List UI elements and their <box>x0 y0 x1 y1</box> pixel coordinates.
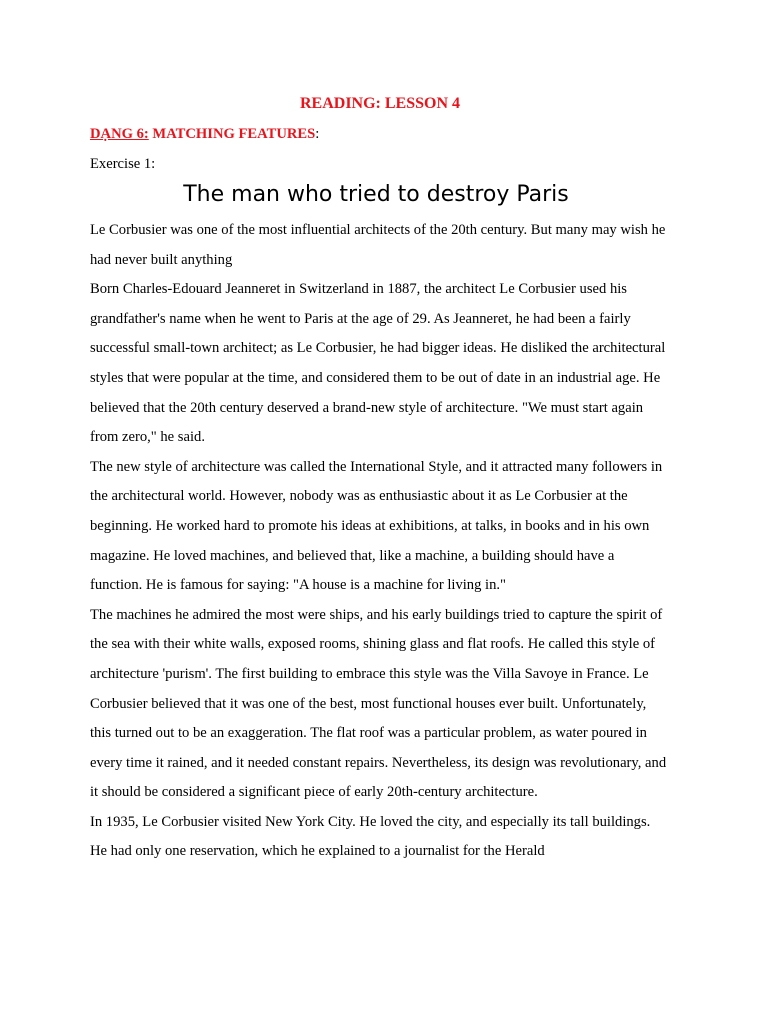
article-title: The man who tried to destroy Paris <box>183 182 569 207</box>
exercise-label: Exercise 1: <box>90 156 156 172</box>
section-type-label: DẠNG 6: <box>90 126 149 142</box>
section-name: MATCHING FEATURES <box>148 126 316 142</box>
section-heading <box>90 122 670 146</box>
article-paragraph-intro: Le Corbusier was one of the most influential architects of the 20th century. But many may wish he had never built anything <box>90 222 666 268</box>
lesson-title: READING: LESSON 4 <box>299 95 461 112</box>
article-paragraph-international-style: The new style of architecture was called the International Style, and it attracted many followers in the architectural world. However, nobody was as enthusiastic about it as Le Corbusier at the beginning. He worked hard to promote his ideas at exhibitions, at talks, in books and in his own magazine. He loved machines, and believed that, like a machine, a building should have a function. He is famous for saying: "A house is a machine for living in." <box>90 458 663 594</box>
article-paragraph-new-york: In 1935, Le Corbusier visited New York City. He loved the city, and especially its tall buildings. He had only one reservation, which he explained to a journalist for the Herald <box>90 813 651 860</box>
section-colon: : <box>315 126 320 142</box>
article-paragraph-early-life: Born Charles-Edouard Jeanneret in Switzerland in 1887, the architect Le Corbusier used his grandfather's name when he went to Paris at the age of 29. As Jeanneret, he had been a fairly successful small-town architect; as Le Corbusier, he had bigger ideas. He disliked the architectural styles that were popular at the time, and considered them to be out of date in an industrial age. He believed that the 20th century deserved a brand-new style of architecture. "We must start again from zero," he said. <box>90 281 666 446</box>
document-content <box>90 92 670 867</box>
article-paragraph-purism: The machines he admired the most were ships, and his early buildings tried to capture the spirit of the sea with their white walls, exposed rooms, shining glass and flat roofs. He called this style of architecture 'purism'. The first building to embrace this style was the Villa Savoye in France. Le Corbusier believed that it was one of the best, most functional houses ever built. Unfortunately, this turned out to be an exaggeration. The flat roof was a particular problem, as water poured in every time it rained, and it needed constant repairs. Nevertheless, its design was revolutionary, and it should be considered a significant piece of early 20th-century architecture. <box>90 606 667 801</box>
